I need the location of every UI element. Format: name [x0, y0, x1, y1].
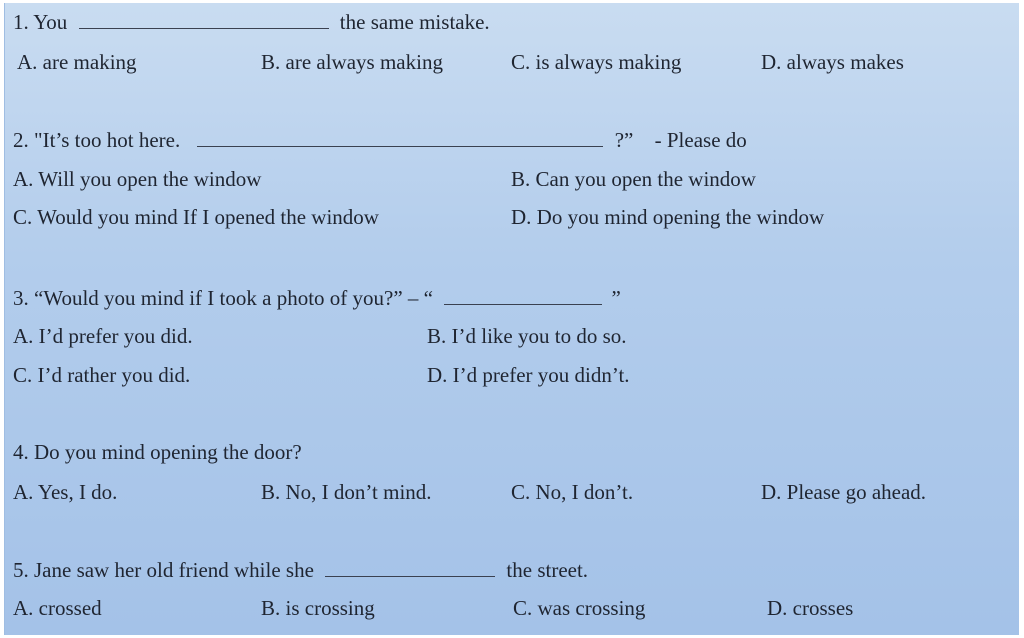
question-5-option-b[interactable]: B. is crossing [261, 596, 375, 620]
quiz-slide [4, 3, 1019, 635]
question-3-option-c[interactable]: C. I’d rather you did. [13, 363, 191, 387]
question-5-option-a[interactable]: A. crossed [13, 596, 102, 620]
question-2-response: - Please do [654, 128, 747, 152]
question-5 [13, 557, 588, 583]
answer-blank [79, 10, 329, 29]
question-1-stem-end: the same mistake. [339, 10, 490, 34]
question-2-stem-start: 2. "It’s too hot here. [13, 128, 181, 152]
question-1-option-c[interactable]: C. is always making [511, 50, 682, 74]
answer-blank [444, 286, 602, 305]
question-5-stem-end: the street. [506, 558, 589, 582]
question-1-option-b[interactable]: B. are always making [261, 50, 443, 74]
question-5-option-d[interactable]: D. crosses [767, 596, 854, 620]
question-1 [13, 9, 490, 35]
question-2 [13, 127, 747, 153]
question-4-option-c[interactable]: C. No, I don’t. [511, 480, 634, 504]
question-5-option-c[interactable]: C. was crossing [513, 596, 646, 620]
answer-blank [325, 558, 495, 577]
answer-blank [197, 128, 603, 147]
question-1-option-a[interactable]: A. are making [17, 50, 137, 74]
question-2-option-d[interactable]: D. Do you mind opening the window [511, 205, 825, 229]
question-1-stem-start: 1. You [13, 10, 68, 34]
question-3-option-b[interactable]: B. I’d like you to do so. [427, 324, 627, 348]
question-4: 4. Do you mind opening the door? [13, 440, 302, 464]
question-4-option-d[interactable]: D. Please go ahead. [761, 480, 927, 504]
question-2-option-c[interactable]: C. Would you mind If I opened the window [13, 205, 379, 229]
question-2-option-b[interactable]: B. Can you open the window [511, 167, 756, 191]
question-5-stem-start: 5. Jane saw her old friend while she [13, 558, 314, 582]
question-3-stem-start: 3. “Would you mind if I took a photo of you?” – “ [13, 286, 433, 310]
question-4-option-a[interactable]: A. Yes, I do. [13, 480, 118, 504]
question-3-option-d[interactable]: D. I’d prefer you didn’t. [427, 363, 630, 387]
question-2-option-a[interactable]: A. Will you open the window [13, 167, 262, 191]
question-4-option-b[interactable]: B. No, I don’t mind. [261, 480, 432, 504]
question-3-stem-end: ” [611, 286, 621, 310]
question-2-stem-end: ?” [614, 128, 634, 152]
question-3 [13, 285, 621, 311]
question-3-option-a[interactable]: A. I’d prefer you did. [13, 324, 193, 348]
question-1-option-d[interactable]: D. always makes [761, 50, 904, 74]
